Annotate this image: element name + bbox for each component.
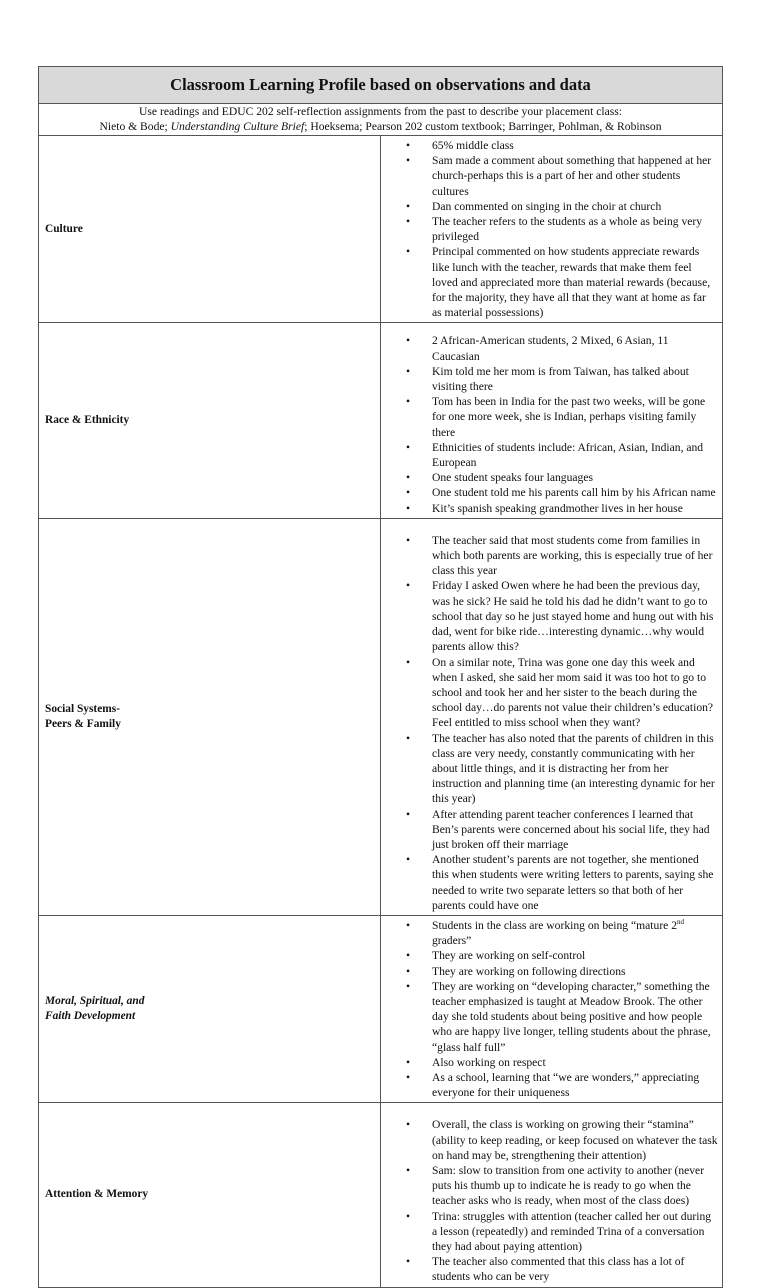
moral-spiritual-row <box>39 915 723 1102</box>
list-item: • Also working on respect <box>381 1055 718 1070</box>
list-item: • The teacher said that most students come from families in which both parents are working, this is especially true of her class this year <box>381 533 718 579</box>
list-item: • The teacher refers to the students as a whole as being very privileged <box>381 214 718 244</box>
social-systems-row <box>39 518 723 915</box>
list-item <box>381 918 718 948</box>
list-item: • Overall, the class is working on growing their “stamina” (ability to keep reading, or keep focused on whatever the task on hand may be, strengthening their attention) <box>381 1117 718 1163</box>
list-item: • Kit’s spanish speaking grandmother lives in her house <box>381 501 718 516</box>
list-item: • One student told me his parents call him by his African name <box>381 485 718 500</box>
document-title: Classroom Learning Profile based on observations and data <box>39 67 723 104</box>
list-item: • Another student’s parents are not together, she mentioned this when students were writing letters to parents, saying she needed to write two separate letters so that both of her parents could have one <box>381 852 718 913</box>
list-item: • One student speaks four languages <box>381 470 718 485</box>
culture-content <box>381 136 723 323</box>
list-item: • As a school, learning that “we are wonders,” appreciating everyone for their uniqueness <box>381 1070 718 1100</box>
social-systems-content <box>381 518 723 915</box>
list-item: • After attending parent teacher conferences I learned that Ben’s parents were concerned about his social life, they had just broken off their marriage <box>381 807 718 853</box>
list-item: • They are working on “developing character,” something the teacher emphasized is taught at Meadow Brook. The other day she told students about being positive and how people who are happy live longer, telling students about the phrase, “glass half full” <box>381 979 718 1055</box>
moral-spiritual-list <box>381 918 718 1100</box>
list-item: • Sam made a comment about something that happened at her church-perhaps this is a part of her and other students cultures <box>381 153 718 199</box>
list-item: • The teacher has also noted that the parents of children in this class are very needy, constantly communicating with her about little things, and it is distracting her from her instruction and planning time (an interesting dynamic for her this year) <box>381 731 718 807</box>
attention-memory-row <box>39 1103 723 1287</box>
classroom-profile-table <box>38 66 723 1288</box>
list-item: • 2 African-American students, 2 Mixed, 6 Asian, 11 Caucasian <box>381 333 718 363</box>
social-systems-label-line-1: Social Systems- <box>45 702 120 715</box>
attention-memory-content <box>381 1103 723 1287</box>
moral-spiritual-content <box>381 915 723 1102</box>
social-systems-label-line-2: Peers & Family <box>45 717 121 730</box>
intro-line-1: Use readings and EDUC 202 self-reflection assignments from the past to describe your placement class: <box>139 105 622 118</box>
attention-memory-list <box>381 1117 718 1284</box>
list-item: • They are working on following directions <box>381 964 718 979</box>
ordinal-suffix: nd <box>677 918 685 927</box>
attention-memory-label: Attention & Memory <box>39 1103 381 1287</box>
list-item: • Friday I asked Owen where he had been the previous day, was he sick? He said he told his dad he didn’t want to go to school that day so he just stayed home and hung out with his dad, went for bike ride…interesting dynamic…why would parents allow this? <box>381 578 718 654</box>
moral-spiritual-label <box>39 915 381 1102</box>
race-ethnicity-content <box>381 323 723 518</box>
item-text-pre: Students in the class are working on being “mature 2 <box>432 918 678 932</box>
item-text-post: graders” <box>432 934 472 948</box>
social-systems-label <box>39 518 381 915</box>
list-item: • Trina: struggles with attention (teacher called her out during a lesson (repeatedly) and reminded Trina of a conversation they had about paying attention) <box>381 1209 718 1255</box>
culture-label: Culture <box>39 136 381 323</box>
list-item: • Dan commented on singing in the choir at church <box>381 199 718 214</box>
title-row <box>39 67 723 104</box>
social-systems-list <box>381 533 718 913</box>
race-ethnicity-row <box>39 323 723 518</box>
list-item: • On a similar note, Trina was gone one day this week and when I asked, she said her mom said it was too hot to go to school and took her and her sister to the beach during the school day…do parents not value their children’s education? Feel entitled to miss school when they want? <box>381 655 718 731</box>
race-ethnicity-list <box>381 333 718 515</box>
list-item: • Kim told me her mom is from Taiwan, has talked about visiting there <box>381 364 718 394</box>
list-item: • Ethnicities of students include: African, Asian, Indian, and European <box>381 440 718 470</box>
list-item: • They are working on self-control <box>381 948 718 963</box>
moral-spiritual-label-line-1: Moral, Spiritual, and <box>45 994 145 1007</box>
list-item: • Sam: slow to transition from one activity to another (never puts his thumb up to indicate he is ready to go when the teacher asks who is ready, when most of the class does) <box>381 1163 718 1209</box>
race-ethnicity-label: Race & Ethnicity <box>39 323 381 518</box>
list-item: • Tom has been in India for the past two weeks, will be gone for one more week, she is Indian, perhaps visiting family there <box>381 394 718 440</box>
intro-text <box>39 104 723 136</box>
intro-line-2-post: ; Hoeksema; Pearson 202 custom textbook; Barringer, Pohlman, & Robinson <box>304 119 662 133</box>
intro-row <box>39 104 723 136</box>
moral-spiritual-label-line-2: Faith Development <box>45 1010 136 1023</box>
intro-line-2-pre: Nieto & Bode; <box>99 119 171 133</box>
list-item: • 65% middle class <box>381 138 718 153</box>
list-item: • Principal commented on how students appreciate rewards like lunch with the teacher, rewards that make them feel loved and appreciated more than material rewards (because, for the majority, they have all that they want at home as far as material possessions) <box>381 244 718 320</box>
culture-row <box>39 136 723 323</box>
list-item: • The teacher also commented that this class has a lot of students who can be very <box>381 1254 718 1284</box>
intro-line-2 <box>39 120 722 135</box>
intro-line-2-italic: Understanding Culture Brief <box>170 119 305 133</box>
culture-list <box>381 138 718 320</box>
